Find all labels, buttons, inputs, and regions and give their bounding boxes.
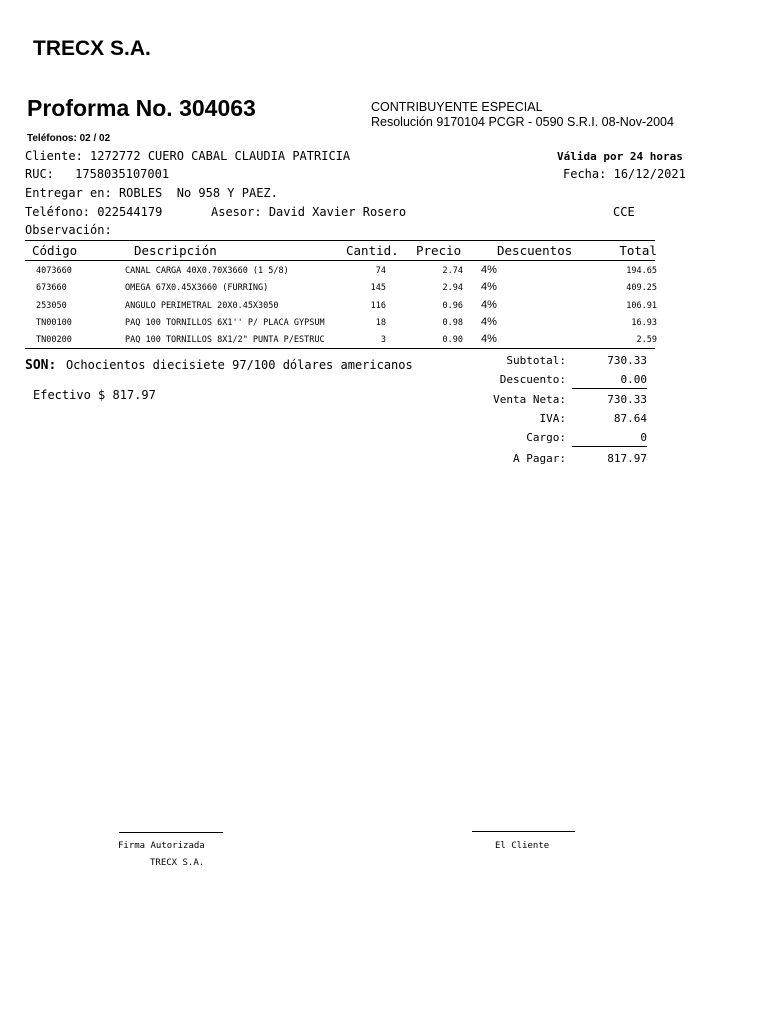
client-label: Cliente:: [25, 149, 83, 163]
row-discount: 4%: [481, 299, 497, 311]
advisor-label: Asesor:: [211, 205, 262, 219]
row-code: TN00200: [36, 335, 72, 345]
company-name: TRECX S.A.: [33, 37, 151, 60]
col-header-price: Precio: [416, 243, 462, 258]
deliver-label: Entregar en:: [25, 186, 112, 200]
advisor-line: [211, 205, 406, 219]
row-code: TN00100: [36, 318, 72, 328]
ruc-value: 1758035107001: [75, 167, 170, 181]
row-total: 2.59: [636, 335, 657, 345]
row-description: CANAL CARGA 40X0.70X3660 (1 5/8): [125, 266, 289, 276]
row-description: OMEGA 67X0.45X3660 (FURRING): [125, 283, 269, 293]
proforma-label: Proforma No.: [27, 95, 173, 121]
row-description: PAQ 100 TORNILLOS 6X1'' P/ PLACA GYPSUM: [125, 318, 325, 328]
table-header-rule: [25, 260, 655, 261]
row-code: 673660: [36, 283, 67, 293]
net-sale-value: 730.33: [607, 393, 647, 406]
phone-line: [25, 205, 162, 219]
authorized-signature-label: Firma Autorizada: [118, 841, 205, 851]
discount-value: 0.00: [620, 373, 647, 386]
row-description: ANGULO PERIMETRAL 20X0.45X3050: [125, 301, 279, 311]
row-discount: 4%: [481, 281, 497, 293]
row-price: 2.94: [442, 283, 463, 293]
row-discount: 4%: [481, 333, 497, 345]
row-total: 106.91: [626, 301, 657, 311]
client-line: [25, 149, 350, 163]
date-label: Fecha:: [563, 167, 607, 181]
phone-label: Teléfono:: [25, 205, 91, 219]
payment-method: Efectivo $ 817.97: [33, 388, 156, 402]
row-price: 0.98: [442, 318, 463, 328]
row-discount: 4%: [481, 264, 497, 276]
deliver-value: ROBLES No 958 Y PAEZ.: [118, 186, 278, 200]
row-description: PAQ 100 TORNILLOS 8X1/2" PUNTA P/ESTRUC: [125, 335, 325, 345]
contributor-info: [371, 100, 674, 130]
table-top-rule: [25, 240, 655, 241]
son-label: SON:: [25, 358, 57, 373]
table-bottom-rule: [25, 348, 655, 349]
proforma-number: 304063: [179, 95, 256, 121]
charge-value: 0: [640, 431, 647, 444]
col-header-quantity: Cantid.: [346, 243, 399, 258]
phone-value: 022544179: [97, 205, 163, 219]
advisor-value: David Xavier Rosero: [268, 205, 407, 219]
ruc-label: RUC:: [25, 167, 54, 181]
discount-label: Descuento:: [499, 373, 566, 386]
to-pay-value: 817.97: [607, 452, 647, 465]
row-quantity: 3: [380, 335, 386, 345]
amount-in-words: [25, 354, 413, 373]
iva-value: 87.64: [613, 412, 647, 425]
date-line: [563, 167, 686, 181]
charge-rule: [572, 446, 647, 447]
row-total: 194.65: [626, 266, 657, 276]
authorized-signature-line: [119, 832, 223, 833]
resolution: Resolución 9170104 PCGR - 0590 S.R.I. 08-Nov-2004: [371, 115, 674, 129]
proforma-title: [27, 95, 256, 122]
row-total: 409.25: [626, 283, 657, 293]
validity: Válida por 24 horas: [557, 150, 683, 163]
row-code: 4073660: [36, 266, 72, 276]
ruc-line: [25, 167, 169, 181]
col-header-discounts: Descuentos: [497, 243, 573, 258]
contributor-type: CONTRIBUYENTE ESPECIAL: [371, 100, 543, 114]
row-quantity: 18: [375, 318, 386, 328]
date-value: 16/12/2021: [613, 167, 686, 181]
col-header-description: Descripción: [134, 243, 217, 258]
row-quantity: 116: [370, 301, 386, 311]
subtotal-value: 730.33: [607, 354, 647, 367]
row-code: 253050: [36, 301, 67, 311]
col-header-code: Código: [32, 243, 78, 258]
to-pay-label: A Pagar:: [513, 452, 566, 465]
row-quantity: 74: [375, 266, 386, 276]
phones: Teléfonos: 02 / 02: [27, 133, 111, 144]
observation-label: Observación:: [25, 223, 112, 237]
row-quantity: 145: [370, 283, 386, 293]
client-signature-line: [472, 831, 575, 832]
deliver-line: [25, 186, 278, 200]
code-cce: CCE: [613, 205, 635, 219]
net-sale-label: Venta Neta:: [493, 393, 566, 406]
iva-label: IVA:: [539, 412, 566, 425]
client-value: 1272772 CUERO CABAL CLAUDIA PATRICIA: [90, 149, 351, 163]
col-header-total: Total: [619, 243, 657, 258]
row-discount: 4%: [481, 316, 497, 328]
row-total: 16.93: [631, 318, 657, 328]
subtotal-label: Subtotal:: [506, 354, 566, 367]
son-text: Ochocientos diecisiete 97/100 dólares americanos: [65, 358, 413, 372]
row-price: 0.90: [442, 335, 463, 345]
row-price: 2.74: [442, 266, 463, 276]
charge-label: Cargo:: [526, 431, 566, 444]
authorized-company: TRECX S.A.: [150, 858, 205, 868]
client-signature-label: El Cliente: [495, 841, 550, 851]
discount-rule: [572, 388, 647, 389]
row-price: 0.96: [442, 301, 463, 311]
